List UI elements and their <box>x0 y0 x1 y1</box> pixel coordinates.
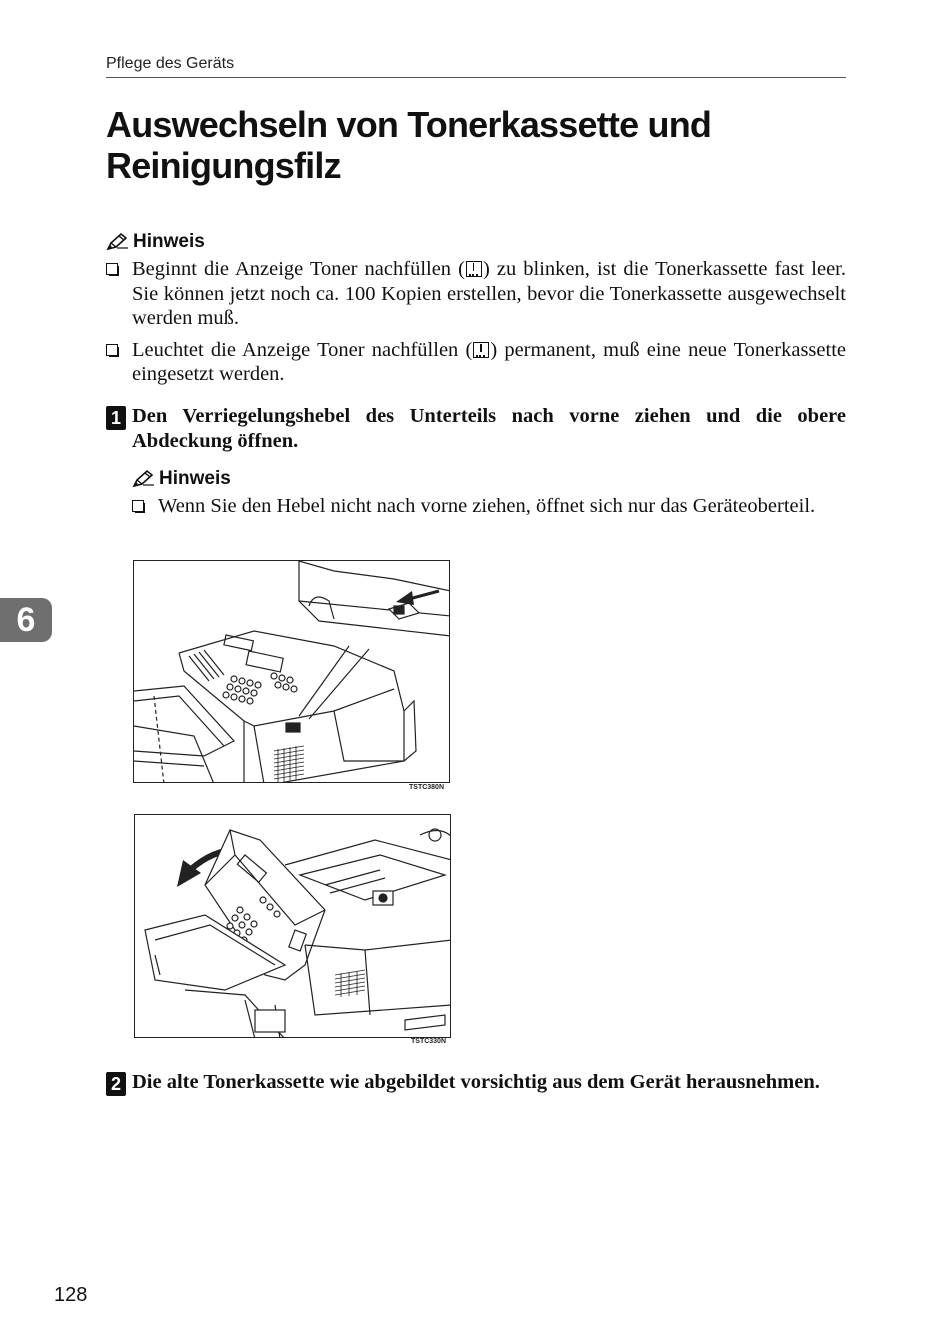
list-item <box>132 494 846 519</box>
figure-code-label: TSTC330N <box>411 1038 447 1045</box>
note-heading-text: Hinweis <box>133 231 205 252</box>
page-number: 128 <box>54 1284 88 1306</box>
running-header: Pflege des Geräts <box>106 55 235 72</box>
note-text: Wenn Sie den Hebel nicht nach vorne ziehen, öffnet sich nur das Geräteoberteil. <box>158 495 816 517</box>
checkbox-icon <box>132 500 144 512</box>
note-heading <box>132 468 846 490</box>
illustration-open-cover <box>133 560 450 783</box>
page-title: Auswechseln von Tonerkassette und Reinigungsfilz <box>106 104 712 186</box>
note-text: ) zu blinken, ist die Tonerkassette fast leer. Sie können jetzt noch ca. 100 Kopien erstellen, bevor die Tonerkassette ausgewechselt werden muß. <box>132 258 846 329</box>
note-block-2 <box>132 468 846 526</box>
fax-machine-drawing <box>134 561 450 783</box>
step-instruction: Die alte Tonerkassette wie abgebildet vorsichtig aus dem Gerät herausnehmen. <box>132 1071 820 1093</box>
figure-code-label: TSTC380N <box>409 784 445 791</box>
checkbox-icon <box>106 263 118 275</box>
list-item <box>106 338 846 387</box>
chapter-tab: 6 <box>0 598 52 642</box>
note-heading-text: Hinweis <box>159 468 231 489</box>
note-heading <box>106 231 846 253</box>
illustration-cover-opened <box>134 814 451 1038</box>
note-list <box>106 257 846 387</box>
step-2 <box>106 1070 846 1095</box>
note-text: Leuchtet die Anzeige Toner nachfüllen ( <box>132 338 473 361</box>
step-instruction: Den Verriegelungshebel des Unterteils nach vorne ziehen und die obere Abdeckung öffnen. <box>132 405 846 452</box>
list-item <box>106 257 846 331</box>
note-block-1 <box>106 231 846 394</box>
step-1 <box>106 404 846 453</box>
toner-refill-icon <box>466 261 482 277</box>
fax-machine-open-drawing <box>135 815 451 1038</box>
pencil-icon <box>132 469 156 489</box>
note-list <box>132 494 846 519</box>
checkbox-icon <box>106 344 118 356</box>
step-number-badge: 2 <box>106 1072 126 1096</box>
step-number-badge: 1 <box>106 406 126 430</box>
note-text: Beginnt die Anzeige Toner nachfüllen ( <box>132 258 465 280</box>
pencil-icon <box>106 232 130 252</box>
note-text: ) permanent, muß eine neue Tonerkassette eingesetzt werden. <box>132 338 846 385</box>
header-rule <box>106 77 846 78</box>
toner-refill-icon <box>473 342 489 358</box>
